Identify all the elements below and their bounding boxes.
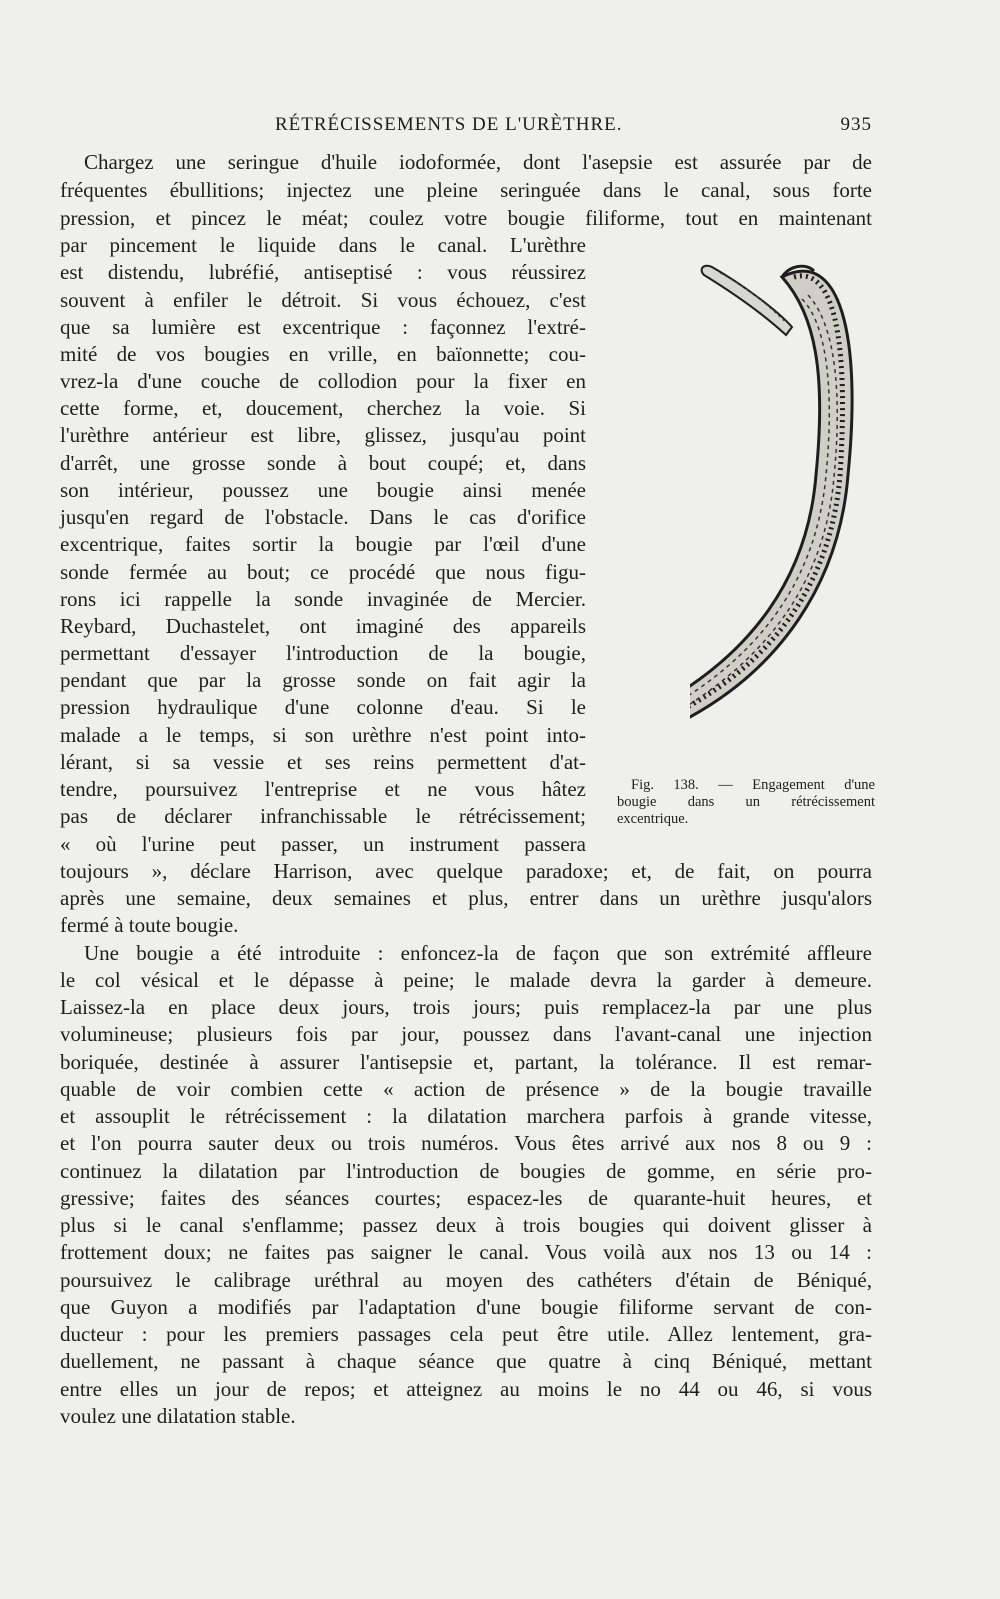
- text-line: lérant, si sa vessie et ses reins permettent d'at-: [60, 750, 586, 774]
- text-line: par pincement le liquide dans le canal. L'urèthre: [60, 233, 586, 257]
- text-line: que sa lumière est excentrique : façonnez l'extré-: [60, 315, 586, 339]
- text-line: boriquée, destinée à assurer l'antisepsie et, partant, la tolérance. Il est remar-: [60, 1050, 872, 1074]
- text-line: vrez-la d'une couche de collodion pour la fixer en: [60, 369, 586, 393]
- text-line: que Guyon a modifiés par l'adaptation d'une bougie filiforme servant de con-: [60, 1295, 872, 1319]
- text-line: mité de vos bougies en vrille, en baïonnette; cou-: [60, 342, 586, 366]
- text-line: excentrique, faites sortir la bougie par l'œil d'une: [60, 532, 586, 556]
- text-line: d'arrêt, une grosse sonde à bout coupé; et, dans: [60, 451, 586, 475]
- text-line: gressive; faites des séances courtes; espacez-les de quarante-huit heures, et: [60, 1186, 872, 1210]
- page-number: 935: [840, 114, 872, 135]
- text-line: son intérieur, poussez une bougie ainsi menée: [60, 478, 586, 502]
- text-line: permettant d'essayer l'introduction de la bougie,: [60, 641, 586, 665]
- text-line: continuez la dilatation par l'introduction de bougies de gomme, en série pro-: [60, 1159, 872, 1183]
- text-line: plus si le canal s'enflamme; passez deux à trois bougies qui doivent glisser à: [60, 1213, 872, 1237]
- text-line: après une semaine, deux semaines et plus, entrer dans un urèthre jusqu'alors: [60, 886, 872, 910]
- text-line: et assouplit le rétrécissement : la dilatation marchera parfois à grande vitesse,: [60, 1104, 872, 1128]
- text-line: jusqu'en regard de l'obstacle. Dans le cas d'orifice: [60, 505, 586, 529]
- running-title: RÉTRÉCISSEMENTS DE L'URÈTHRE.: [275, 114, 623, 135]
- text-line: fermé à toute bougie.: [60, 913, 239, 937]
- text-line: pas de déclarer infranchissable le rétrécissement;: [60, 804, 586, 828]
- text-line: toujours », déclare Harrison, avec quelque paradoxe; et, de fait, on pourra: [60, 859, 872, 883]
- text-line: tendre, poursuivez l'entreprise et ne vous hâtez: [60, 777, 586, 801]
- text-line: sonde fermée au bout; ce procédé que nous figu-: [60, 560, 586, 584]
- text-line: malade a le temps, si son urèthre n'est point into-: [60, 723, 586, 747]
- figure-caption: [617, 777, 875, 828]
- text-line: et l'on pourra sauter deux ou trois numéros. Vous êtes arrivé aux nos 8 ou 9 :: [60, 1131, 872, 1155]
- text-line: cette forme, et, doucement, cherchez la voie. Si: [60, 396, 586, 420]
- text-line: ducteur : pour les premiers passages cela peut être utile. Allez lentement, gra-: [60, 1322, 872, 1346]
- text-line: Chargez une seringue d'huile iodoformée, dont l'asepsie est assurée par de: [84, 150, 872, 174]
- text-line: voulez une dilatation stable.: [60, 1404, 296, 1428]
- text-line: Une bougie a été introduite : enfoncez-la de façon que son extrémité affleure: [84, 941, 872, 965]
- text-line: pendant que par la grosse sonde on fait agir la: [60, 668, 586, 692]
- text-line: souvent à enfiler le détroit. Si vous échouez, c'est: [60, 288, 586, 312]
- text-line: frottement doux; ne faites pas saigner le canal. Vous voilà aux nos 13 ou 14 :: [60, 1240, 872, 1264]
- text-line: quable de voir combien cette « action de présence » de la bougie travaille: [60, 1077, 872, 1101]
- text-line: « où l'urine peut passer, un instrument passera: [60, 832, 586, 856]
- caption-line: bougie dans un rétrécissement: [617, 794, 875, 810]
- caption-line: Fig. 138. — Engagement d'une: [631, 777, 875, 793]
- text-line: duellement, ne passant à chaque séance que quatre à cinq Béniqué, mettant: [60, 1349, 872, 1373]
- text-line: l'urèthre antérieur est libre, glissez, jusqu'au point: [60, 423, 586, 447]
- sound-bougie-illustration: [690, 255, 890, 775]
- text-line: poursuivez le calibrage uréthral au moyen des cathéters d'étain de Béniqué,: [60, 1268, 872, 1292]
- text-line: Reybard, Duchastelet, ont imaginé des appareils: [60, 614, 586, 638]
- text-line: pression hydraulique d'une colonne d'eau. Si le: [60, 695, 586, 719]
- text-line: rons ici rappelle la sonde invaginée de Mercier.: [60, 587, 586, 611]
- text-line: Laissez-la en place deux jours, trois jours; puis remplacez-la par une plus: [60, 995, 872, 1019]
- text-line: volumineuse; plusieurs fois par jour, poussez dans l'avant-canal une injection: [60, 1022, 872, 1046]
- caption-line: excentrique.: [617, 811, 689, 827]
- text-line: entre elles un jour de repos; et atteignez au moins le no 44 ou 46, si vous: [60, 1377, 872, 1401]
- text-line: fréquentes ébullitions; injectez une pleine seringuée dans le canal, sous forte: [60, 178, 872, 202]
- text-line: pression, et pincez le méat; coulez votre bougie filiforme, tout en maintenant: [60, 206, 872, 230]
- page-header: [60, 114, 872, 140]
- text-line: est distendu, lubréfié, antiseptisé : vous réussirez: [60, 260, 586, 284]
- text-line: le col vésical et le dépasse à peine; le malade devra la garder à demeure.: [60, 968, 872, 992]
